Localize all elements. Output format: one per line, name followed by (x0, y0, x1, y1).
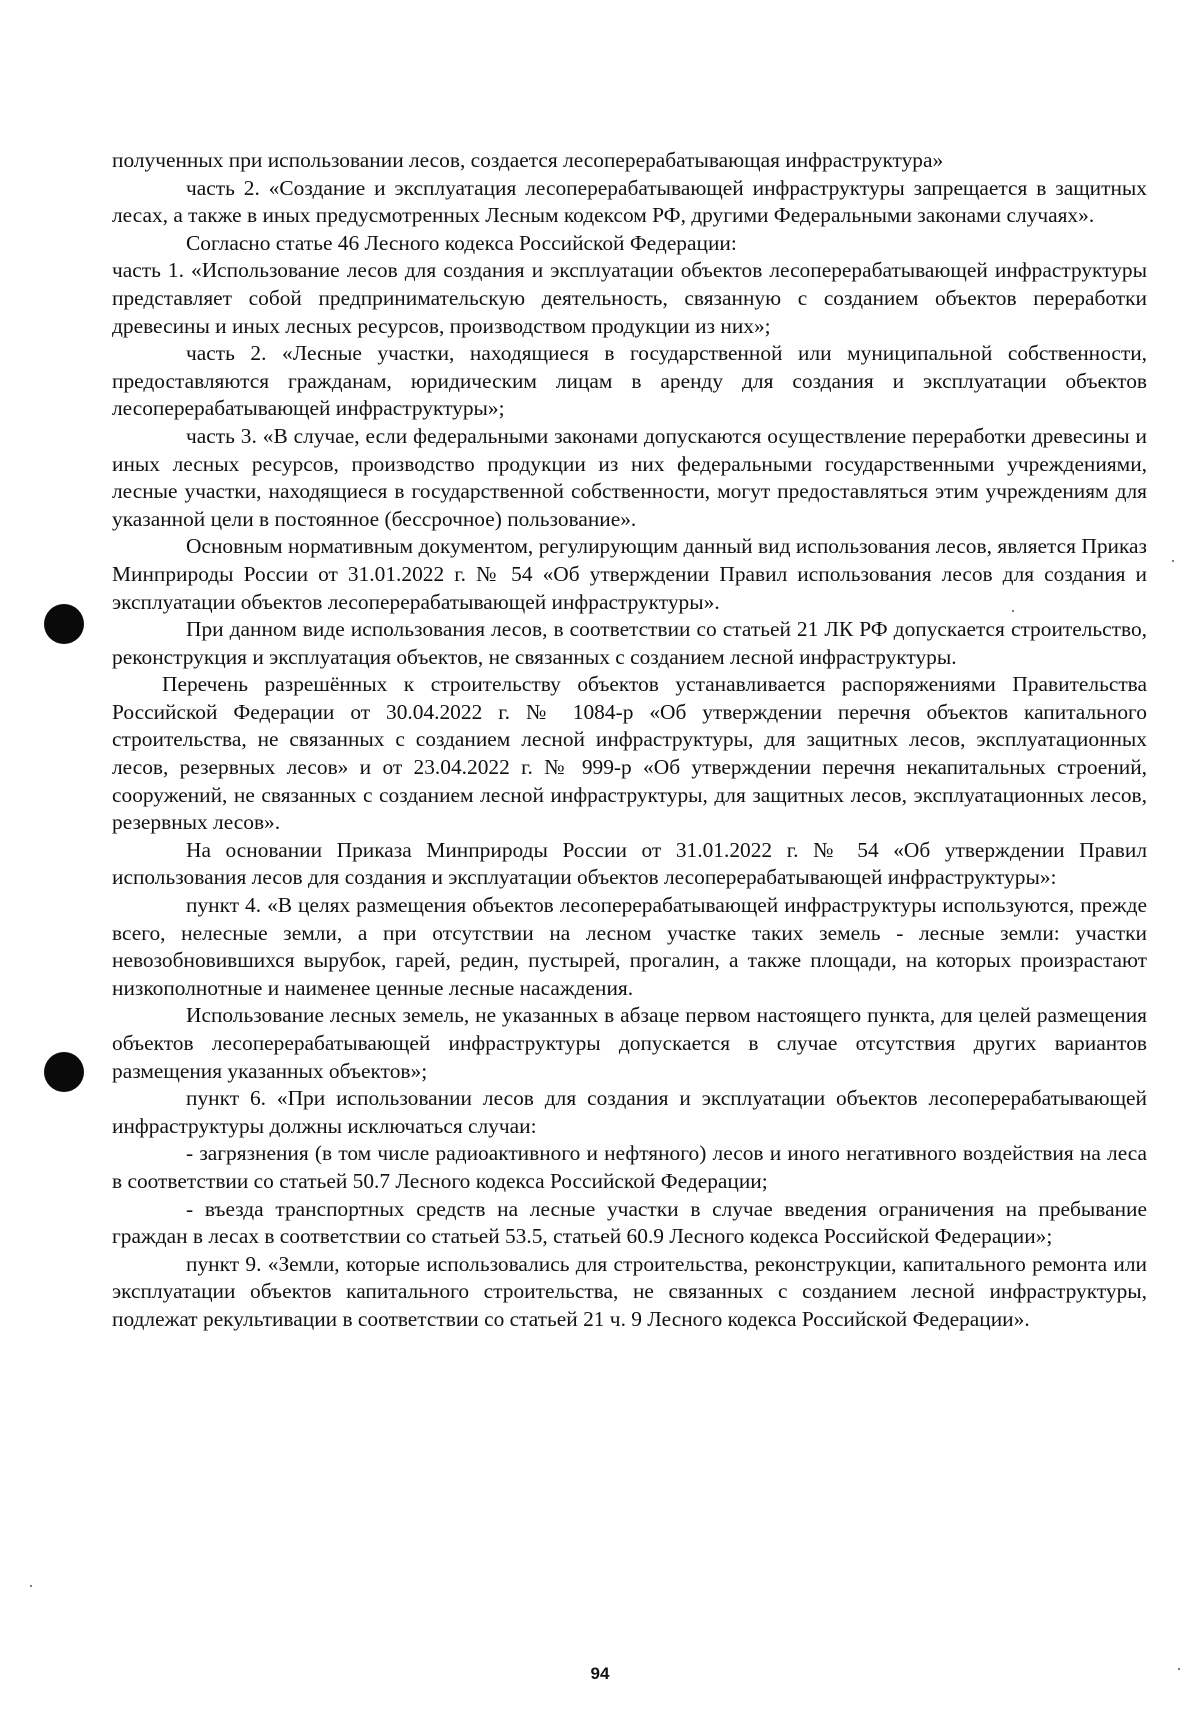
punch-hole-top (44, 604, 84, 644)
paragraph: Использование лесных земель, не указанных в абзаце первом настоящего пункта, для целей размещения объектов лесоперерабатывающей инфраструктуры допускается в случае отсутствия других вариантов размещения указанных объектов»; (112, 1003, 1147, 1083)
punch-hole-bottom (44, 1052, 84, 1092)
paragraph: На основании Приказа Минприроды России от 31.01.2022 г. № 54 «Об утверждении Правил использования лесов для создания и эксплуатации объектов лесоперерабатывающей инфраструктуры»: (112, 837, 1147, 890)
paragraph: - въезда транспортных средств на лесные участки в случае введения ограничения на пребывание граждан в лесах в соответствии со статьей 53.5, статьей 60.9 Лесного кодекса Российской Федерации»; (112, 1196, 1147, 1249)
paragraph: пункт 4. «В целях размещения объектов лесоперерабатывающей инфраструктуры используются, прежде всего, нелесные земли, а при отсутствии на лесном участке таких земель - лесные земли: участки невозобновившихся вырубок, гарей, редин, пустырей, прогалин, а также площади, на которых произрастают низкополнотные и наименее ценные лесные насаждения. (112, 893, 1147, 1000)
paragraph: пункт 6. «При использовании лесов для создания и эксплуатации объектов лесоперерабатывающей инфраструктуры должны исключаться случаи: (112, 1086, 1147, 1138)
document-body (112, 147, 1147, 1334)
paragraph: полученных при использовании лесов, создается лесоперерабатывающая инфраструктура» (112, 148, 944, 172)
page-number: 94 (590, 1664, 610, 1683)
scan-speck (30, 1585, 32, 1587)
paragraph: Основным нормативным документом, регулирующим данный вид использования лесов, является Приказ Минприроды России от 31.01.2022 г. № 54 «Об утверждении Правил использования лесов для создания и эксплуатации объектов лесоперерабатывающей инфраструктуры». (112, 534, 1147, 614)
paragraph: При данном виде использования лесов, в соответствии со статьей 21 ЛК РФ допускается строительство, реконструкция и эксплуатация объектов, не связанных с созданием лесной инфраструктуры. (112, 617, 1147, 669)
paragraph: Перечень разрешённых к строительству объектов устанавливается распоряжениями Правительства Российской Федерации от 30.04.2022 г. № 1084-р «Об утверждении перечня объектов капитального строительства, не связанных с созданием лесной инфраструктуры, для защитных лесов, эксплуатационных лесов, резервных лесов» и от 23.04.2022 г. № 999-р «Об утверждении перечня некапитальных строений, сооружений, не связанных с созданием лесной инфраструктуры, для защитных лесов, эксплуатационных лесов, резервных лесов». (112, 672, 1147, 835)
paragraph: часть 1. «Использование лесов для создания и эксплуатации объектов лесоперерабатывающей инфраструктуры представляет собой предпринимательскую деятельность, связанную с созданием объектов переработки древесины и иных лесных ресурсов, производством продукции из них»; (112, 258, 1147, 338)
paragraph: - загрязнения (в том числе радиоактивного и нефтяного) лесов и иного негативного воздействия на леса в соответствии со статьей 50.7 Лесного кодекса Российской Федерации; (112, 1141, 1147, 1193)
paragraph: часть 2. «Лесные участки, находящиеся в государственной или муниципальной собственности, предоставляются гражданам, юридическим лицам в аренду для создания и эксплуатации объектов лесоперерабатывающей инфраструктуры»; (112, 341, 1147, 421)
scan-speck (1172, 560, 1174, 562)
paragraph: часть 3. «В случае, если федеральными законами допускаются осуществление переработки древесины и иных лесных ресурсов, производство продукции из них федеральными государственными учреждениями, лесные участки, находящиеся в государственной собственности, могут предоставляться этим учреждениям для указанной цели в постоянное (бессрочное) пользование». (112, 423, 1147, 531)
paragraph: Согласно статье 46 Лесного кодекса Российской Федерации: (186, 230, 737, 255)
paragraph: часть 2. «Создание и эксплуатация лесоперерабатывающей инфраструктуры запрещается в защитных лесах, а также в иных предусмотренных Лесным кодексом РФ, другими Федеральными законами случаях». (112, 175, 1147, 228)
paragraph: пункт 9. «Земли, которые использовались для строительства, реконструкции, капитального ремонта или эксплуатации объектов капитального строительства, не связанных с созданием лесной инфраструктуры, подлежат рекультивации в соответствии со статьей 21 ч. 9 Лесного кодекса Российской Федерации». (112, 1251, 1147, 1331)
